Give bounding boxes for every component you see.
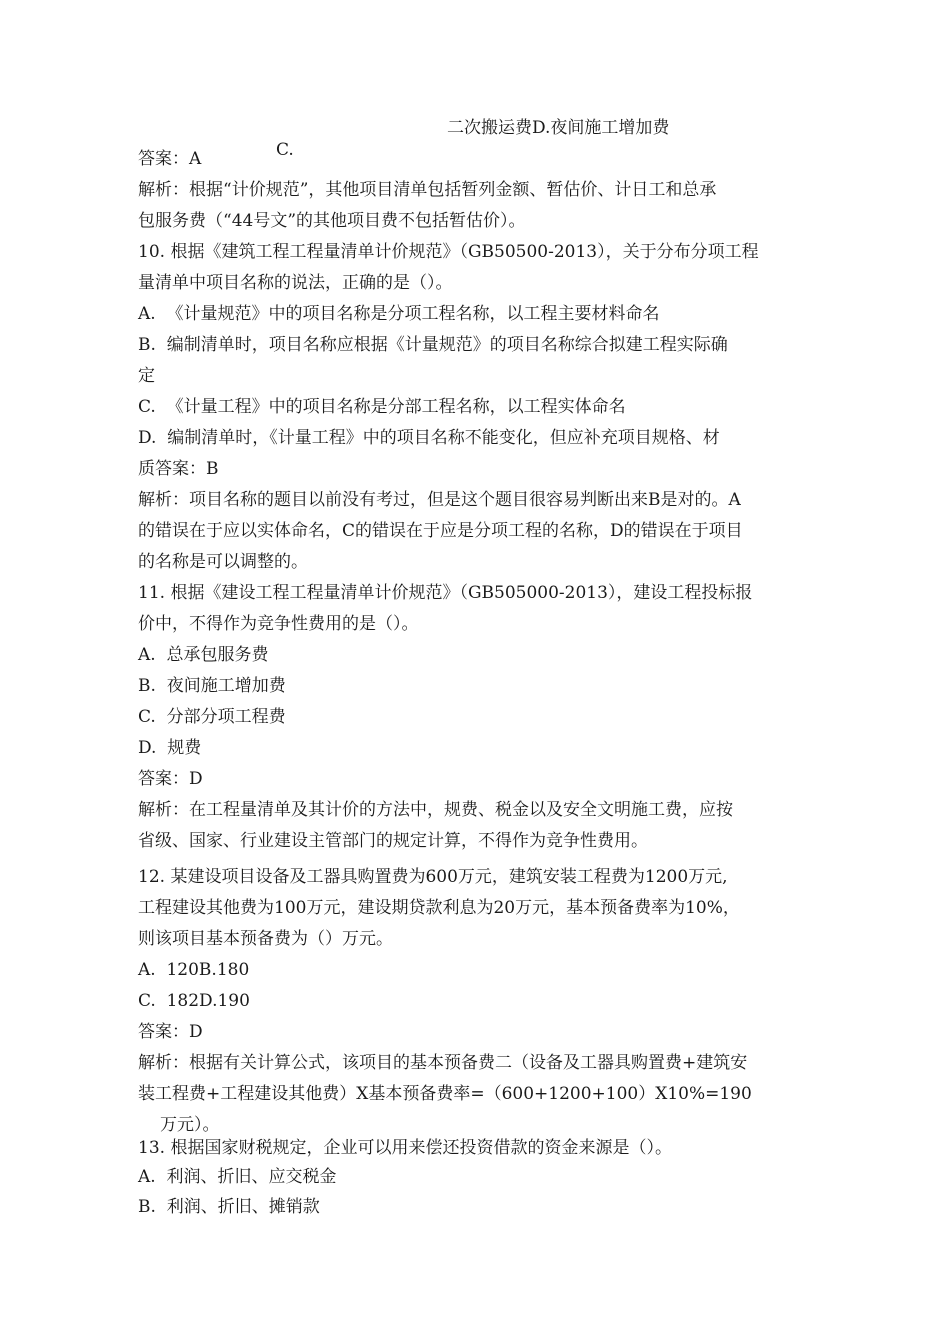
option-line: C. 182D.190: [138, 991, 250, 1011]
option-c-label: C.: [276, 140, 294, 160]
answer-line: 答案：D: [138, 769, 203, 789]
option-line: 定: [138, 366, 155, 386]
analysis-line: 装工程费+工程建设其他费）X基本预备费率=（600+1200+100）X10%=190: [138, 1084, 752, 1104]
option-line: A. 《计量规范》中的项目名称是分项工程名称，以工程主要材料命名: [138, 304, 660, 324]
analysis-line: 解析：在工程量清单及其计价的方法中，规费、税金以及安全文明施工费，应按: [138, 800, 733, 820]
option-line: D. 规费: [138, 738, 202, 758]
analysis-line: 的错误在于应以实体命名，C的错误在于应是分项工程的名称，D的错误在于项目: [138, 521, 743, 541]
answer-line: 答案：D: [138, 1022, 203, 1042]
question-line: 11. 根据《建设工程工程量清单计价规范》（GB505000-2013），建设工程投标报: [138, 583, 753, 603]
option-line: B. 编制清单时，项目名称应根据《计量规范》的项目名称综合拟建工程实际确: [138, 335, 728, 355]
option-line: A. 120B.180: [138, 960, 250, 980]
analysis-line: 解析：根据“计价规范”，其他项目清单包括暂列金额、暂估价、计日工和总承: [138, 180, 717, 200]
option-line: B. 利润、折旧、摊销款: [138, 1197, 320, 1217]
option-line: A. 总承包服务费: [138, 645, 269, 665]
question-line: 12. 某建设项目设备及工器具购置费为600万元，建筑安装工程费为1200万元,: [138, 867, 728, 887]
question-line: 10. 根据《建筑工程工程量清单计价规范》（GB50500-2013），关于分布分项工程: [138, 242, 759, 262]
question-line: 价中，不得作为竞争性费用的是（）。: [138, 614, 419, 634]
option-line: C. 《计量工程》中的项目名称是分部工程名称，以工程实体命名: [138, 397, 626, 417]
question-line: 工程建设其他费为100万元，建设期贷款利息为20万元，基本预备费率为10%，: [138, 898, 740, 918]
option-line-right: 二次搬运费D.夜间施工增加费: [447, 118, 670, 138]
option-line: A. 利润、折旧、应交税金: [138, 1167, 337, 1187]
analysis-line: 省级、国家、行业建设主管部门的规定计算，不得作为竞争性费用。: [138, 831, 648, 851]
option-line: B. 夜间施工增加费: [138, 676, 286, 696]
analysis-line: 万元）。: [160, 1115, 220, 1135]
question-line: 13. 根据国家财税规定，企业可以用来偿还投资借款的资金来源是（）。: [138, 1138, 672, 1158]
option-line: C. 分部分项工程费: [138, 707, 286, 727]
option-line: D. 编制清单时，《计量工程》中的项目名称不能变化，但应补充项目规格、材: [138, 428, 720, 448]
question-line: 则该项目基本预备费为（）万元。: [138, 929, 393, 949]
analysis-line: 解析：根据有关计算公式，该项目的基本预备费二（设备及工器具购置费+建筑安: [138, 1053, 748, 1073]
analysis-line: 包服务费（“44号文”的其他项目费不包括暂估价）。: [138, 211, 526, 231]
analysis-line: 解析：项目名称的题目以前没有考过，但是这个题目很容易判断出来B是对的。A: [138, 490, 741, 510]
answer-line: 质答案：B: [138, 459, 219, 479]
question-line: 量清单中项目名称的说法，正确的是（）。: [138, 273, 453, 293]
answer-line: 答案：A: [138, 149, 202, 169]
analysis-line: 的名称是可以调整的。: [138, 552, 308, 572]
